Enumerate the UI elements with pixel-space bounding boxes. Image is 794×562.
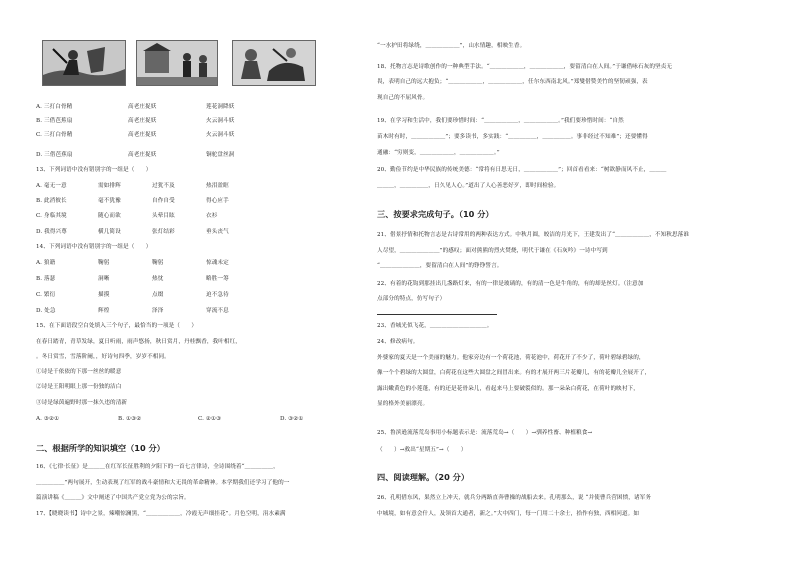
question-24-passage-line-1: 外婆家的夏天是一个美丽的魅力。他家旁边有一个荷花池，荷花池中，荷花开了不少了，荷叶碧绿碧绿的， <box>377 355 645 361</box>
q14-option-b[interactable] <box>36 276 229 283</box>
illustration-demon-fight-drawing <box>233 41 315 85</box>
question-24-passage-line-3: 露出嫩黄色的小莲蓬，有的还是花骨朵儿，看起来马上要破裂似的。那一朵朵白荷花，在荷叶的映衬下， <box>377 386 639 392</box>
section-4-heading: 四、阅读理解。（20 分） <box>377 472 470 482</box>
option-text: 惊魂未定 <box>206 260 229 266</box>
option-text: 衣衫 <box>206 213 218 219</box>
option-text: 毫不犹豫 <box>98 198 121 204</box>
option-text: 鞠躬 <box>98 260 110 266</box>
question-13: 13、下列词语中没有错别字的一组是（ ） <box>36 167 152 173</box>
option-text: 热泪盈眶 <box>206 183 229 189</box>
q12-option-c[interactable] <box>36 132 234 139</box>
q13-option-b[interactable] <box>36 198 229 205</box>
question-22-line-1: 22、有着的花钩到那挂出几盏路灯来，有的一律是玻璃的，有的清一色是牛角的，有的却是丝灯。（注意加 <box>377 281 644 287</box>
option-text: 点缀 <box>152 292 164 298</box>
option-text: 热忱 <box>152 276 164 282</box>
section-3-heading: 三、按要求完成句子。（10 分） <box>377 209 494 219</box>
option-text: 铜驼盘丝洞 <box>206 152 235 158</box>
option-text: D. 处急 <box>36 308 56 314</box>
question-15-choice-2: ②诗是王阳明眼上那一份独的洁白 <box>36 384 122 390</box>
q15-option-b[interactable]: B. ①③② <box>118 416 142 422</box>
question-15: 15、在下面语段空白处填入三个句子，最恰当的一项是（ ） <box>36 323 198 329</box>
question-25-line-2: （ ）→救出“星期五”→（ ） <box>377 447 467 453</box>
question-24-passage-line-4: 显的格外美丽漂亮。 <box>377 401 429 407</box>
q15-options[interactable] <box>36 416 304 423</box>
q14-option-c[interactable] <box>36 292 229 299</box>
option-text: 辉煌 <box>98 308 110 314</box>
option-text: D. 我得兴尊 <box>36 229 67 235</box>
option-text: 描摸 <box>98 292 110 298</box>
option-text: 高老庄捉妖 <box>128 104 157 110</box>
q12-option-a[interactable] <box>36 104 234 111</box>
question-21-line-2: 人尽望，＿＿＿＿＿＿＿”的感叹；面对熊熊的烈火焚烧，明代于谦在《石灰吟》一诗中写到 <box>377 248 608 254</box>
q12-option-b[interactable] <box>36 118 234 125</box>
option-text: 莲花洞降妖 <box>206 104 235 110</box>
option-text: 火云洞斗妖 <box>206 132 235 138</box>
option-text: 泽泽 <box>152 308 164 314</box>
option-text: 高老庄捉妖 <box>128 152 157 158</box>
option-text: C. 三打白骨精 <box>36 132 73 138</box>
question-17: 17、【晓晓读书】诗中之景，辣嘲惊澜黑，“＿＿＿＿＿＿，冷霞无声细挂花”。月色空明，涓水素满 <box>36 511 286 517</box>
illustration-village-scene <box>136 40 218 86</box>
option-text: 过犹不及 <box>152 183 175 189</box>
option-text: 得心应手 <box>206 198 229 204</box>
option-text: 头晕目眩 <box>152 213 175 219</box>
option-text: 略胜一筹 <box>206 276 229 282</box>
question-22-answer-line[interactable] <box>377 314 497 315</box>
question-19-line-3: 通融：“穷则变，＿＿＿＿＿＿，＿＿＿＿＿＿。” <box>377 150 500 156</box>
question-19-line-1: 19、在学习和生活中，我们要珍惜时间：“＿＿＿＿＿＿，＿＿＿＿＿＿。”我们要珍惜时间：“自然 <box>377 118 624 124</box>
q14-option-d[interactable] <box>36 308 229 315</box>
question-14: 14、下列词语中没有错别字的一组是（ ） <box>36 244 152 250</box>
option-text: 穿流不息 <box>206 308 229 314</box>
option-text: C. 身临其境 <box>36 213 67 219</box>
question-20-line-2: ＿＿＿，＿＿＿＿＿，日久见人心。”道出了人心善恶好歹，即时间检验。 <box>377 183 560 189</box>
question-16-line-2: ＿＿＿＿＿”两句展开，生动表现了红军的战斗豪情和大无畏的革命精神。本学期我们还学习了他的一 <box>36 480 290 486</box>
question-19-line-2: 苗木时有时，＿＿＿＿＿＿”；要多读书，多实践：“＿＿＿＿＿，＿＿＿＿＿。事非经过不知难”；还要懂得 <box>377 134 648 140</box>
question-18-line-3: 现自己的不屈风骨。 <box>377 95 429 101</box>
question-26-line-2: 中城境，如有意会什人，及领首大通者，新之。”大中四门，每一门用二十余士，拾作有独，西相问道。如 <box>377 511 640 517</box>
option-text: 鞠躬 <box>152 260 164 266</box>
option-text: 自作自受 <box>152 198 175 204</box>
q13-option-d[interactable] <box>36 229 229 236</box>
option-text: 垂头丧气 <box>206 229 229 235</box>
q14-option-a[interactable] <box>36 260 229 267</box>
illustration-village-scene-drawing <box>137 41 217 85</box>
option-text: D. 三借芭蕉扇 <box>36 152 73 158</box>
option-text: A. 狼籍 <box>36 260 56 266</box>
question-18-line-1: 18、托物言志是诗歌创作的一种典型手法。“＿＿＿＿＿＿，＿＿＿＿＿＿，要留清白在人间。”于谦借咏石灰的坚贞无 <box>377 64 673 70</box>
question-25-line-1: 25、鲁滨逊流落荒岛事用小标题表示是：流落荒岛→（ ）→驯养性畜、种植粮食→ <box>377 430 593 436</box>
question-15-passage-line-2: 。冬日赏雪，雪落阶阑，，好诗句四季，岁岁不相同。 <box>36 354 170 360</box>
option-text: 高老庄捉妖 <box>128 132 157 138</box>
illustration-monkey-king-drawing <box>43 41 125 85</box>
option-text: B. 此消彼长 <box>36 198 67 204</box>
question-18-line-2: 畏，表明自己的远大抱负；“＿＿＿＿＿＿，＿＿＿＿＿＿，任尔东西南北风。”郑燮借赞美竹的坚韧顽强，表 <box>377 79 648 85</box>
question-15-passage-line-1: 在春日踏青，青草发绿，夏日听雨，雨声悠扬，秋日赏月，丹桂飘香，我叶相红， <box>36 339 241 345</box>
q15-option-a[interactable]: A. ③②① <box>36 416 60 422</box>
question-17-continued: “一水护田将绿绕，＿＿＿＿＿＿”，山水情趣，相映生香。 <box>377 43 526 49</box>
question-15-choice-3: ③诗是绿茵遍野时那一抹久违的清新 <box>36 400 128 406</box>
question-16-line-3: 篇演讲稿《＿＿＿》文中阐述了中国共产党立党为公的宗旨。 <box>36 495 190 501</box>
illustration-monkey-king <box>42 40 126 86</box>
q15-option-d[interactable]: D. ③②① <box>280 416 304 422</box>
option-text: A. 三打白骨精 <box>36 104 73 110</box>
question-26-line-1: 26、孔明借东风，果然立上冲天，就兵分两路直奔曹操的战船去来。孔明那么，说 “并使曹兵营困愤，诸军务 <box>377 495 652 501</box>
q13-option-a[interactable] <box>36 183 229 190</box>
section-2-heading: 二、根据所学的知识填空（10 分） <box>36 443 165 453</box>
option-text: 横几简设 <box>98 229 121 235</box>
q12-option-d[interactable] <box>36 152 234 159</box>
option-text: 洞晰 <box>98 276 110 282</box>
option-text: 张灯结彩 <box>152 229 175 235</box>
option-text: B. 三借芭蕉扇 <box>36 118 73 124</box>
question-21-line-1: 21、借景抒情和托物言志是古诗常用的两种表达方式。中秋月圆，皎洁的月光下，王建发出了“＿＿＿＿＿＿，不知秋思落谁 <box>377 232 690 238</box>
option-text: 高老庄捉妖 <box>128 118 157 124</box>
option-text: C. 繁衍 <box>36 292 56 298</box>
q13-option-c[interactable] <box>36 213 217 220</box>
question-16-line-1: 16、《七律·长征》是＿＿＿在红军长征胜利的夕阳下的一首七言律诗，全诗围绕着“＿＿＿＿＿， <box>36 464 279 470</box>
option-text: 迫不急待 <box>206 292 229 298</box>
illustration-demon-fight <box>232 40 316 86</box>
option-text: 需如排辉 <box>98 183 121 189</box>
question-23: 23、香城光似飞花，＿＿＿＿＿＿＿＿＿＿。 <box>377 323 493 329</box>
question-24: 24、修改病句。 <box>377 339 419 345</box>
question-22-line-2: 点部分的特点，仿写句子） <box>377 296 446 302</box>
option-text: 随心而欲 <box>98 213 121 219</box>
q15-option-c[interactable]: C. ②①③ <box>198 416 222 422</box>
option-text: A. 毫无一意 <box>36 183 67 189</box>
question-21-line-3: “＿＿＿＿＿＿＿，要留清白在人间”的铮铮誓言。 <box>377 263 503 269</box>
question-24-passage-line-2: 像一个个碧绿的大圆盘，白荷花在这些大圆盘之间冒出来。有的才展开两三片花瓣儿，有的花瓣儿全展开了， <box>377 370 651 376</box>
option-text: B. 落瑟 <box>36 276 56 282</box>
question-15-choice-1: ①诗是千依依的下那一丝丝的暖意 <box>36 369 122 375</box>
question-20-line-1: 20、勤俭节约是中华民族的传统美德：“常将有日思无日，＿＿＿＿＿＿”；回首看看来：“树欲静而风不止，＿＿＿ <box>377 167 667 173</box>
option-text: 火云洞斗妖 <box>206 118 235 124</box>
